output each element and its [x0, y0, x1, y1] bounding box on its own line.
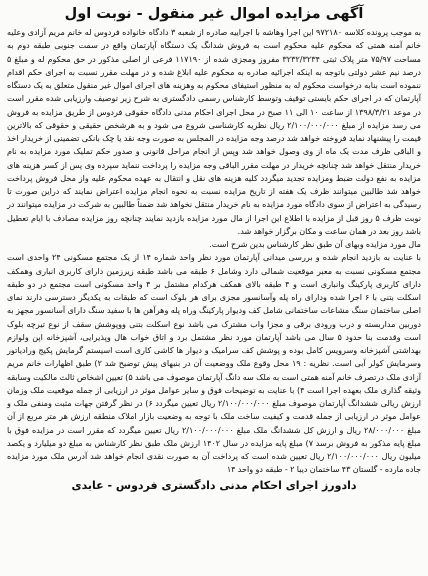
notice-title: آگهی مزایده اموال غیر منقول - نوبت اول: [64, 6, 364, 22]
notice-paragraph-property-heading: مال مورد مزایده وبهای آن طبق نظر کارشناس بدین شرح است.: [209, 239, 421, 249]
notice-signature: دادورز اجرای احکام مدنی دادگستری فردوس - عابدی: [71, 478, 357, 492]
notice-paragraph-expert-opinion: با عنایت به بازدید انجام شده و بررسی میدانی آپارتمان مورد نظر واحد شماره ۱۴ از یک مجتمع مسکونی ۲۴ واحدی است مجتمع مسکونی نسبت به معبر موقعیت شمالی دارد وشامل ۶ طبقه می باشد طبقه زیرزمین دارای کاربری انباری وهمکف دارای کاربری پارکینگ وانباری است و ۴ طبقه بالای همکف هرکدام مشتمل بر ۴ واحد مسکونی است مجتمع در دو طبقه اسکلت بتنی با ۶ اجرا شده ودارای راه پله وآسانسور مجزی برای هر بلوک است که طبقات به یکدیگر دسترسی دارند نمای اصلی ساختمان سنگ مشاعات ساختمانی شامل کف ودیوار پارکینگ وراه پله وهرآهن ها با سفید سنگ دارای آسانسور مجهز به دوربین مداربسته و درب ورودی برقی و مجزا واب مشترک می باشد نوع اسکلت بتنی ووپوشش سقف از نوع تیرچه بلوک است وقدمت بنا حدود ۵ سال می باشد آپارتمان مورد نظر مشتمل برد و اتاق خواب هال وپذیرایی، آشپزخانه اپن ولوازم بهداشتی آشپزخانه وسرویس کامل بوده و پوشش کف سرامیک و دیوار ها کاشی کاری است اسیستم گرمایش پکیج ورادیاتور وسرمایش کولر آبی است. نظریه : ۱۹ محل وقوع ملک ووضعیت آن در بنبهای پیش توضیح شد ۲) طبق اظهارات خانم مریم آزادی ملک درتصرف خانم آمنه همتی است به ملک سه دانگ آپارتمان موصوف می باشد ۵) تعیین اشخاص ثالث مالکیت وسابقه وثیقه گذاری ملک بعهده اجرا است ۴) با عنایت به توضیحات فوق و سایر عوامل موثر در ارزیابی از جمله موقعیت ملک وزمان ارزش ریالی ششدانگ آپارتمان موصوف مبلغ ۲/۱۰۰/۰۰۰/۰۰۰ ریال تعیین میگردد ۶) در نظر گرفتن جهات مثبت ومنفی ملک و عوامل موثر در ارزیابی از جمله قدمت و کیفیت ساخت ملک با توجه به وضعیت بازار املاک منطقه ارزش هر متر مربع از آن مبلغ ۲۸/۰۰۰/۰۰۰ ریال و ارزش کل ششدانگ ملک مبلغ ۲/۱۰۰/۰۰۰/۰۰۰ ریال تعیین میگردد که مقرر است در مزایده فوق با مبلغ پایه مذکور به فروش برسد ۷) مبلغ پایه مزایده در سال ۱۴۰۲ ارزش ملک طبق نظر کارشناس به مبلغ دو میلیارد و یکصد میلیون ریال ۲/۱۰۰/۰۰۰/۰۰۰ ریال تعیین شده است که پرداخت آن به صورت نقدی انجام خواهد شد آدرس ملک مورد مزایده جاده مارده - گلستان ۴۳ ساختمان دیبا ۲ - طبقه دو واحد ۱۴: [7, 252, 422, 475]
notice-paragraph-intro: به موجب پرونده کلاسه ۹۷۲۱۸۰ این اجرا وهاشه با اجراییه صادره از شعبه ۳ دادگاه خانواده فردوس له خانم مریم آزادی وعلیه خانم آمنه همتی که محکوم علیه محکوم است به فروش شدانگ یک دستگاه آپارتمان واقع در سمت جنوبی طبقه دوم به مساحت ۷۵/۹۷ متر پلاک ثبتی ۳۲۳۲/۳۲۳۴ مفروز ومجزی شده از ۱۱۷۱۹۰ فرعی از اصلی مذکور در حق محکوم له و مبلغ ۵ درصد نیم عشر دولتی باتوجه به اینکه اجرائیه صادره به محکوم علیه ابلاغ شده و در مهلت مقرر نسبت به اجرای حکم اقدام ننموده است بنابه درخواست محکوم له به منظور استیفای محکوم به وهزینه های اجرای اموال غیر منقول متعلق به یک دستگاه آپارتمان که در اجرای حکم بایستی توقیف وتوسط کارشناس رسمی دادگستری به شرح زیر توصیف وارزیابی شده مقرر است در موعد ۱۳۹۸/۳/۲۱ از ساعت ۱۰ الی ۱۱ صبح در محل اجرای احکام مدنی دادگاه حقوقی فردوس از طریق مزایده به فروش می رسد مزایده از مبلغ ۲/۱۰۰/۰۰۰/۰۰۰ ریال نظریه کارشناسی شروع می شود و به هرشخص حقیقی و حقوقی که بالاترین قیمت را پیشنهاد نماید فروخته خواهد شد درصد وجه مزایده در المجلس به صورت وجه نقد یا چک بانکی تضمینی از خریدار اخذ و الباقی ظرف مدت یک ماه از وی وصول خواهد شد وپس از انجام مراحل قانونی و صدور حکم تملیک مورد مزایده به نام خریدار منتقل خواهد شد چنانچه خریدار در مهلت مقرر الباقی وجه مزایده را پرداخت ننماید سپرده وی پس از کسر هزینه های مزایده به نفع دولت ضبط ومزایده تجدید میگردد کلیه هزینه های نقل و انتقال به عهده محکوم علیه واز محل فروش پرداخت خواهد شد طالبین میتوانند ظرف یک هفته از تاریخ مزایده نسبت به نحوه انجام مزایده اعتراض نمایند که دراین صورت تا رسیدگی به اعتراض از سوی دادگاه مورد مزایده به نام خریدار منتقل نخواهد شد ضمناً طالبین به شرکت در مزایده میتوانند در نوبت ظرف ۵ روز قبل از مزایده با اطلاع این اجرا از مال مورد مزایده بازدید نمایند چنانچه روز مزایده مصادف با ایام تعطیل باشد روز بعد در همان ساعت و مکان برگزار خواهد شد.: [7, 27, 422, 236]
